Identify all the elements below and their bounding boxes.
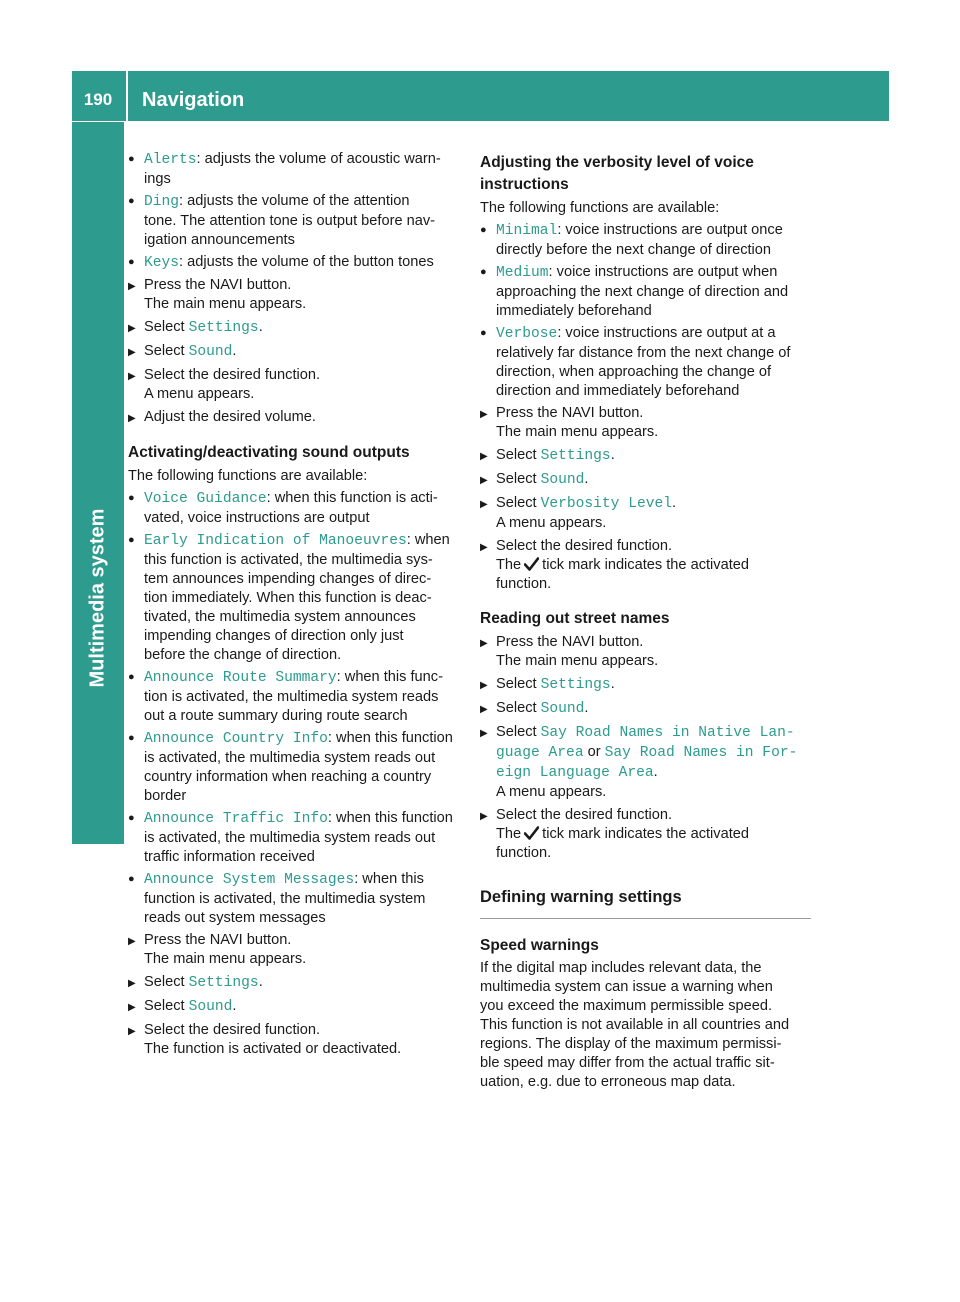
- bullet-icon: ●: [480, 224, 487, 236]
- menu-term: Medium: [496, 265, 549, 281]
- instruction-step: ▶ Select Sound.: [480, 471, 589, 488]
- menu-term: Announce Route Summary: [144, 670, 337, 686]
- menu-term: Sound: [540, 701, 585, 717]
- section-heading: [480, 885, 811, 919]
- instruction-step: ▶ Select Verbosity Level. A menu appears.: [480, 495, 677, 531]
- instruction-step: ▶ Press the NAVI button. The main menu appears.: [128, 932, 307, 967]
- instruction-step: ▶ Press the NAVI button. The main menu appears.: [480, 405, 659, 440]
- instruction-step: ▶ Select Say Road Names in Native Lan‐ guage Area or Say Road Names in For‐ eign Language Area. A menu appears.: [480, 724, 798, 800]
- step-arrow-icon: ▶: [128, 1002, 136, 1013]
- step-arrow-icon: ▶: [128, 347, 136, 358]
- bullet-icon: ●: [128, 873, 135, 885]
- menu-term: Voice Guidance: [144, 491, 267, 507]
- step-arrow-icon: ▶: [480, 728, 488, 739]
- instruction-step: ▶ Select Sound.: [480, 700, 589, 717]
- menu-term: Alerts: [144, 152, 197, 168]
- bullet-icon: ●: [128, 812, 135, 824]
- section-title: Navigation: [142, 89, 245, 111]
- heading-activating: Activating/deactivating sound outputs: [128, 444, 410, 461]
- instruction-step: ▶ Select Sound.: [128, 343, 237, 360]
- list-item: ● Announce Route Summary: when this func- tion is activated, the multimedia system reads out a route summary during route search: [128, 669, 443, 724]
- menu-term: Early Indication of Manoeuvres: [144, 533, 407, 549]
- list-item: ● Voice Guidance: when this function is acti- vated, voice instructions are output: [128, 490, 438, 526]
- chapter-label: Multimedia system: [86, 508, 109, 688]
- heading-speed: Speed warnings: [480, 937, 599, 954]
- header-divider: [126, 71, 128, 121]
- step-arrow-icon: ▶: [128, 936, 136, 947]
- instruction-step: ▶ Adjust the desired volume.: [128, 408, 463, 427]
- bullet-icon: ●: [480, 327, 487, 339]
- bullet-icon: ●: [128, 492, 135, 504]
- instruction-step: ▶ Select Sound.: [128, 998, 237, 1015]
- step-arrow-icon: ▶: [480, 499, 488, 510]
- bullet-icon: ●: [128, 256, 135, 268]
- step-arrow-icon: ▶: [480, 542, 488, 553]
- bullet-icon: ●: [128, 732, 135, 744]
- menu-term: Announce Traffic Info: [144, 811, 328, 827]
- step-arrow-icon: ▶: [480, 451, 488, 462]
- bullet-icon: ●: [128, 671, 135, 683]
- step-arrow-icon: ▶: [480, 475, 488, 486]
- menu-term: Sound: [188, 999, 233, 1015]
- step-arrow-icon: ▶: [128, 371, 136, 382]
- step-arrow-icon: ▶: [128, 1026, 136, 1037]
- step-arrow-icon: ▶: [480, 811, 488, 822]
- menu-term: Settings: [540, 448, 611, 464]
- step-arrow-icon: ▶: [128, 413, 136, 424]
- list-item: ● Minimal: voice instructions are output once directly before the next change of direction: [480, 222, 783, 258]
- list-item: ● Ding: adjusts the volume of the attention tone. The attention tone is output before nav- igation announcements: [128, 193, 435, 248]
- bullet-icon: ●: [128, 534, 135, 546]
- instruction-step: ▶ Press the NAVI button. The main menu appears.: [128, 277, 307, 312]
- instruction-step: ▶ Select the desired function. The tick mark indicates the activated function.: [480, 538, 749, 592]
- menu-term: Sound: [540, 472, 585, 488]
- checkmark-icon: [524, 826, 539, 840]
- step-arrow-icon: ▶: [128, 978, 136, 989]
- menu-term: Verbose: [496, 326, 558, 342]
- right-column: [480, 152, 815, 1092]
- menu-term: guage Area: [496, 745, 584, 761]
- chapter-tab: [72, 122, 124, 844]
- instruction-step: ▶ Press the NAVI button. The main menu appears.: [480, 634, 659, 669]
- bullet-icon: ●: [128, 195, 135, 207]
- list-item: ● Medium: voice instructions are output when approaching the next change of direction and immediately beforehand: [480, 264, 789, 319]
- instruction-step: ▶ Select Settings.: [128, 974, 263, 991]
- instruction-step: ▶ Select the desired function. The function is activated or deactivated.: [128, 1022, 402, 1057]
- step-arrow-icon: ▶: [480, 638, 488, 649]
- step-arrow-icon: ▶: [480, 704, 488, 715]
- paragraph: If the digital map includes relevant data, the multimedia system can issue a warning when you exceed the maximum permissible speed. This function is not available in all countries and regions. The display of the maximum permissi- ble speed may differ from the actual traffic sit- uation, e.g. due to erroneous map data.: [480, 960, 790, 1090]
- heading-reading: Reading out street names: [480, 610, 670, 627]
- instruction-step: ▶ Select the desired function. The tick mark indicates the activated function.: [480, 807, 749, 861]
- heading-verbosity: Adjusting the verbosity level of voice instructions: [480, 154, 754, 193]
- intro-text: The following functions are available:: [480, 200, 720, 216]
- page-header: [72, 71, 889, 121]
- menu-term: Minimal: [496, 223, 558, 239]
- left-column: [128, 150, 463, 1059]
- list-item: ● Keys: adjusts the volume of the button tones: [128, 254, 434, 271]
- menu-term: Ding: [144, 194, 180, 210]
- menu-term: Verbosity Level: [540, 496, 672, 512]
- menu-term: Say Road Names in For‐: [604, 745, 798, 761]
- menu-term: Keys: [144, 255, 180, 271]
- menu-term: Announce System Messages: [144, 872, 355, 888]
- menu-term: Settings: [188, 975, 259, 991]
- list-item: ● Verbose: voice instructions are output at a relatively far distance from the next change of direction, when approaching the change of direction and immediately beforehand: [480, 325, 791, 399]
- bullet-icon: ●: [480, 266, 487, 278]
- heading-warning: Defining warning settings: [480, 888, 682, 906]
- menu-term: Sound: [188, 344, 233, 360]
- list-item: ● Announce Traffic Info: when this function is activated, the multimedia system reads out traffic information received: [128, 810, 453, 865]
- list-item: ● Announce Country Info: when this function is activated, the multimedia system reads out country information when reaching a country border: [128, 730, 453, 804]
- list-item: ● Early Indication of Manoeuvres: when this function is activated, the multimedia sys- tem announces impending changes of direc- tion immediately. When this function is deac- tivated, the multimedia system announces impending changes of direction only just before the change of direction.: [128, 532, 450, 663]
- list-item: ● Announce System Messages: when this function is activated, the multimedia system reads out system messages: [128, 871, 426, 926]
- menu-term: eign Language Area: [496, 765, 654, 781]
- instruction-step: ▶ Select the desired function. A menu appears.: [128, 367, 321, 402]
- step-arrow-icon: ▶: [128, 281, 136, 292]
- menu-term: Announce Country Info: [144, 731, 328, 747]
- step-arrow-icon: ▶: [128, 323, 136, 334]
- intro-text: The following functions are available:: [128, 468, 368, 484]
- bullet-icon: ●: [128, 153, 135, 165]
- instruction-step: ▶ Select Settings.: [480, 447, 615, 464]
- step-arrow-icon: ▶: [480, 680, 488, 691]
- instruction-step: ▶ Select Settings.: [128, 319, 263, 336]
- checkmark-icon: [524, 557, 539, 571]
- page-number: 190: [83, 90, 113, 109]
- list-item: ● Alerts: adjusts the volume of acoustic warn- ings: [128, 151, 441, 187]
- instruction-step: ▶ Select Settings.: [480, 676, 615, 693]
- step-arrow-icon: ▶: [480, 409, 488, 420]
- menu-term: Say Road Names in Native Lan‐: [540, 725, 795, 741]
- menu-term: Settings: [540, 677, 611, 693]
- menu-term: Settings: [188, 320, 259, 336]
